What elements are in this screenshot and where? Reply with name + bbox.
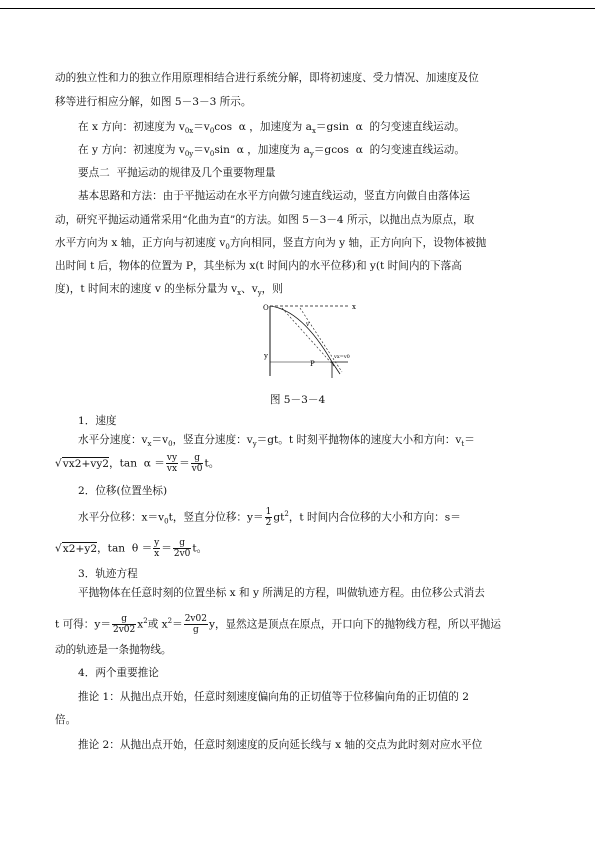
section-heading: 4．两个重要推论: [78, 667, 159, 679]
y-direction-line: 在 y 方向：初速度为 $v_{0y}=v_0\sin$ α ，加速度为 $a_y=gcos$ α 的匀变速直线运动。: [78, 144, 465, 159]
label-vx: vx=v0: [334, 354, 350, 360]
text-line: 水平方向为 x 轴，正方向与初速度 $v_0$方向相同，竖直方向为 y 轴，正方向向下，设物体被抛: [55, 237, 487, 252]
formula-line: t 可得：y＝ $\frac{g}{2v02}$ $x^2$或 $x^2=$ $\frac{2v02}{g}$ y，显然这是顶点在原点，开口向下的抛物线方程，所以平抛运: [55, 614, 501, 636]
label-x-axis: x: [352, 303, 356, 311]
section-heading: 3．轨迹方程: [78, 568, 138, 580]
text-line: 推论 2：从抛出点开始，任意时刻速度的反向延长线与 x 轴的交点为此时刻对应水平位: [78, 739, 483, 751]
projectile-figure: [262, 296, 362, 380]
text-line: 动，研究平抛运动通常采用“化曲为直”的方法。如图 5－3－4 所示，以抛出点为原点，取: [55, 214, 475, 226]
text-line: 基本思路和方法：由于平抛运动在水平方向做匀速直线运动，竖直方向做自由落体运: [78, 190, 470, 202]
formula-line: √x2+y2，tan θ ＝ $\frac{y}{x}$ ＝ $\frac{g}{2v0}$ t。: [55, 538, 208, 559]
label-y: y: [264, 352, 268, 360]
label-v: v: [306, 321, 310, 328]
text-line: 出时间 t 后，物体的位置为 P，其坐标为 x(t 时间内的水平位移)和 y(t 时间内的下落高: [55, 260, 462, 272]
section-heading: 1．速度: [78, 415, 117, 427]
section-heading: 2．位移(位置坐标): [78, 485, 168, 497]
text-line: 倍。: [55, 714, 77, 726]
formula-line: √vx2+vy2，tan α ＝ $\frac{vy}{vx}$ ＝ $\frac{g}{v0}$ t。: [55, 453, 220, 474]
text-line: 动的独立性和力的独立作用原理相结合进行系统分解，即将初速度、受力情况、加速度及位: [55, 72, 479, 84]
text-line: 水平分位移：$x=v_0t$，竖直分位移：y＝ $\frac{1}{2}$ $gt^2$，t 时间内合位移的大小和方向：s＝: [78, 507, 461, 529]
text-line: 移等进行相应分解，如图 5－3－3 所示。: [55, 96, 252, 108]
x-direction-line: 在 x 方向：初速度为 $v_{0x}=v_0\cos$ α ，加速度为 $a_x=gsin$ α 的匀变速直线运动。: [78, 121, 465, 136]
label-origin: O: [263, 304, 269, 312]
text-line: 水平分速度：$v_x=v_0$，竖直分速度：$v_y=gt$。t 时刻平抛物体的速度大小和方向：$v_t=$: [78, 434, 475, 449]
header-rule: [0, 8, 595, 9]
section-heading: 要点二 平抛运动的规律及几个重要物理量: [78, 167, 276, 179]
text-line: 推论 1：从抛出点开始，任意时刻速度偏向角的正切值等于位移偏向角的正切值的 2: [78, 691, 469, 703]
text-line: 平抛物体在任意时刻的位置坐标 x 和 y 所满足的方程，叫做轨迹方程。由位移公式消去: [78, 587, 485, 599]
text-line: 度)，t 时间末的速度 v 的坐标分量为 $v_x$、$v_y$，则: [55, 283, 283, 298]
label-p: P: [310, 360, 315, 368]
figure-caption: 图 5－3－4: [269, 394, 326, 406]
text-line: 动的轨迹是一条抛物线。: [55, 644, 172, 656]
